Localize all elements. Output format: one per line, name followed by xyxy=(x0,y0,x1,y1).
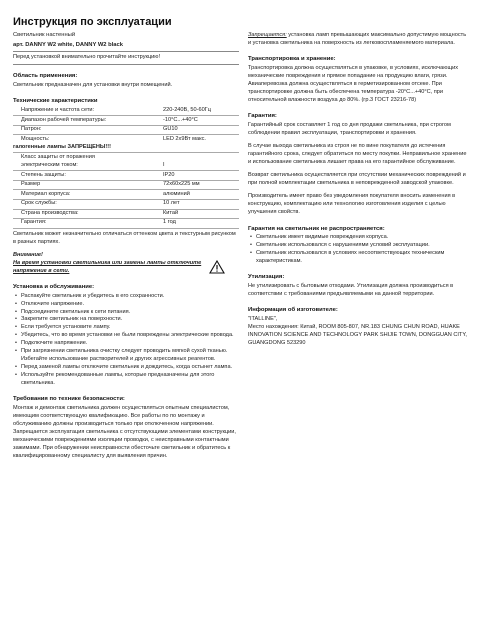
spec-row xyxy=(13,219,239,229)
guarantee-title: Гарантия: xyxy=(248,112,277,119)
spec-row xyxy=(13,144,239,153)
left-column xyxy=(13,16,239,461)
spec-value: I xyxy=(163,162,239,171)
list-item: • Закрепите светильник на поверхности. xyxy=(13,316,239,324)
list-item: • Светильник использовался в условиях несоответствующих техническим характеристикам. xyxy=(248,250,470,266)
spec-key: Срок службы: xyxy=(13,200,163,210)
list-item: • Светильник использовался с нарушениями условий эксплуатации. xyxy=(248,242,470,250)
spec-key: Мощность: xyxy=(21,135,50,142)
installation-list xyxy=(13,293,239,388)
spec-row xyxy=(13,107,239,116)
specs-table xyxy=(13,107,239,229)
specs-title: Технические характеристики xyxy=(13,98,98,105)
spec-row xyxy=(13,180,239,190)
spec-key: Напряжение и частота сети: xyxy=(13,107,163,116)
product-model: арт. DANNY W2 white, DANNY W2 black xyxy=(13,41,123,48)
transport-text: Транспортировка должна осуществляться в упаковке, в условиях, исключающих механические повреждения и прямое попадание на продукцию влаги, грязи. Авиаперевозка должна осуществляться в герметизированном отсеке. При транспортировке должна быть обеспечена температура -20°C...+40°C, при относительной влажности воздуха до 80%. (гр.3 ГОСТ 23216-78) xyxy=(248,65,458,103)
application-text: Светильник предназначен для установки внутри помещений. xyxy=(13,82,173,89)
spec-value: 1 год xyxy=(163,219,239,229)
warning-text: На время установки светильника или замены лампы отключите напряжение в сети. xyxy=(13,260,202,275)
spec-key: Класс защиты от поражения xyxy=(21,153,95,160)
guarantee-text-3: Возврат светильника осуществляется при отсутствии механических повреждений и при полной комплектации светильника в неповрежденной заводской упаковке. xyxy=(248,172,466,186)
installation-title: Установка и обслуживание: xyxy=(13,284,95,291)
disposal-text: Не утилизировать с бытовыми отходами. Утилизация должна производиться в соответствии с требованиями предъявляемыми на данной территории. xyxy=(248,283,454,298)
spec-row xyxy=(13,116,239,126)
spec-key: Материал корпуса: xyxy=(13,190,163,200)
list-item: • Светильник имеет видимые повреждения корпуса. xyxy=(248,234,470,242)
product-subtitle: Светильник настенный xyxy=(13,31,76,38)
spec-key: Патрон: xyxy=(13,125,163,135)
prohibited-text: установка ламп превышающих максимально допустимую мощность и установка светильника на поверхность из легковоспламеняемого материала. xyxy=(248,32,467,46)
list-item: • Если требуется установите лампу. xyxy=(13,324,239,332)
prohibited-label: Запрещается: xyxy=(248,32,287,38)
disposal-title: Утилизация: xyxy=(248,273,285,280)
divider xyxy=(13,64,239,65)
spec-row xyxy=(13,171,239,181)
list-item: • Подключите напряжение. xyxy=(13,340,239,348)
warning-title: Внимание! xyxy=(13,252,43,259)
spec-row xyxy=(13,209,239,219)
prohibited-paragraph xyxy=(248,32,470,48)
list-item: • При загрязнении светильника очистку следует проводить мягкой сухой тканью. Избегайте использование растворителей и других агрессивных реагентов. xyxy=(13,348,239,364)
specs-note: Светильник может незначительно отличаться оттенком цвета и текстурным рисунком в разных партиях. xyxy=(13,230,236,245)
spec-value: 72х60х225 мм xyxy=(163,180,239,190)
not-covered-title: Гарантия на светильник не распространяется: xyxy=(248,225,385,232)
spec-value: алюминий xyxy=(163,190,239,200)
spec-value: -10°C...+40°C xyxy=(163,116,239,126)
spec-row xyxy=(13,153,239,162)
list-item: • Используйте рекомендованные лампы, которые предназначены для этого светильника. xyxy=(13,372,239,388)
manufacturer-title: Информация об изготовителе: xyxy=(248,307,338,314)
spec-key: Степень защиты: xyxy=(13,171,163,181)
list-item: • Перед заменой лампы отключите светильник и дождитесь, когда остынет лампа. xyxy=(13,364,239,372)
spec-row xyxy=(13,190,239,200)
spec-value: Китай xyxy=(163,209,239,219)
list-item: • Отключите напряжение. xyxy=(13,301,239,309)
list-item: • Подсоедините светильник к сети питания. xyxy=(13,309,239,317)
page-title: Инструкция по эксплуатации xyxy=(13,16,172,28)
not-covered-list xyxy=(248,234,470,266)
spec-value: LED 2x9Вт макс. xyxy=(163,135,206,142)
guarantee-text-1: Гарантийный срок составляет 1 год со дня продажи светильника, при строгом соблюдении правил эксплуатации, транспортировки и хранения. xyxy=(248,122,451,137)
right-column xyxy=(248,32,470,348)
spec-key: электрическим током: xyxy=(13,162,163,171)
spec-row xyxy=(13,125,239,135)
spec-value: IP20 xyxy=(163,171,239,181)
manufacturer-address: Место нахождения: Китай, ROOM 805-807, NR.183 CHUNG CHUN ROAD, HUAKE INNOVATION SCIENCE AND TECHNOLOGY PARK SHIJIE TOWN, DONGGUAN CITY, GUANGDONG 523290 xyxy=(248,324,467,347)
spec-key: Размер xyxy=(13,180,163,190)
warning-triangle-icon xyxy=(209,260,225,274)
warning-block xyxy=(13,252,239,276)
halogen-warning: галогенные лампы ЗАПРЕЩЕНЫ!!! xyxy=(13,144,239,153)
list-item: • Распакуйте светильник и убедитесь в его сохранности. xyxy=(13,293,239,301)
spec-key: Страна производства: xyxy=(13,209,163,219)
intro-text: Перед установкой внимательно прочитайте инструкцию! xyxy=(13,54,161,61)
list-item: • Убедитесь, что во время установки не были повреждены электрические провода. xyxy=(13,332,239,340)
spec-key: Диапазон рабочей температуры: xyxy=(13,116,163,126)
spec-value: 10 лет xyxy=(163,200,239,210)
spec-row xyxy=(13,135,239,144)
manufacturer-name: "ITALLINE", xyxy=(248,316,278,323)
guarantee-text-4: Производитель имеет право без уведомления покупателя вносить изменения в конструкцию, комплектацию или технологию изготовления изделия с целью улучшения свойств. xyxy=(248,192,456,215)
spec-value: 220-240В, 50-60Гц xyxy=(163,107,239,116)
safety-text: Монтаж и демонтаж светильника должен осуществляться опытным специалистом, имеющим соответствующую квалификацию. Все работы по по монтажу и обслуживанию должны производиться только при отключенном напряжении. Запрещается эксплуатация светильника с отсутствующими элементами конструкции, механическими повреждениями изоляции проводки, с неисправными контактными зажимами. При обнаружении неисправности обесточьте светильник и обратитесь к квалифицированному специалисту для выявления причин. xyxy=(13,405,236,459)
safety-title: Требования по технике безопасности: xyxy=(13,395,125,402)
transport-title: Транспортировка и хранение: xyxy=(248,55,336,62)
spec-row xyxy=(13,200,239,210)
spec-key: Гарантия: xyxy=(13,219,163,229)
application-title: Область применения: xyxy=(13,73,78,80)
divider xyxy=(13,51,239,52)
spec-value: GU10 xyxy=(163,125,239,135)
guarantee-text-2: В случае выхода светильника из строя не по вине покупателя до истечения гарантийного срока, следует обратиться по месту покупки. Неправильное хранение и использование светильника лишает права на его гарантийное обслуживание. xyxy=(248,143,467,166)
spec-row xyxy=(13,162,239,171)
spec-value xyxy=(163,153,239,162)
